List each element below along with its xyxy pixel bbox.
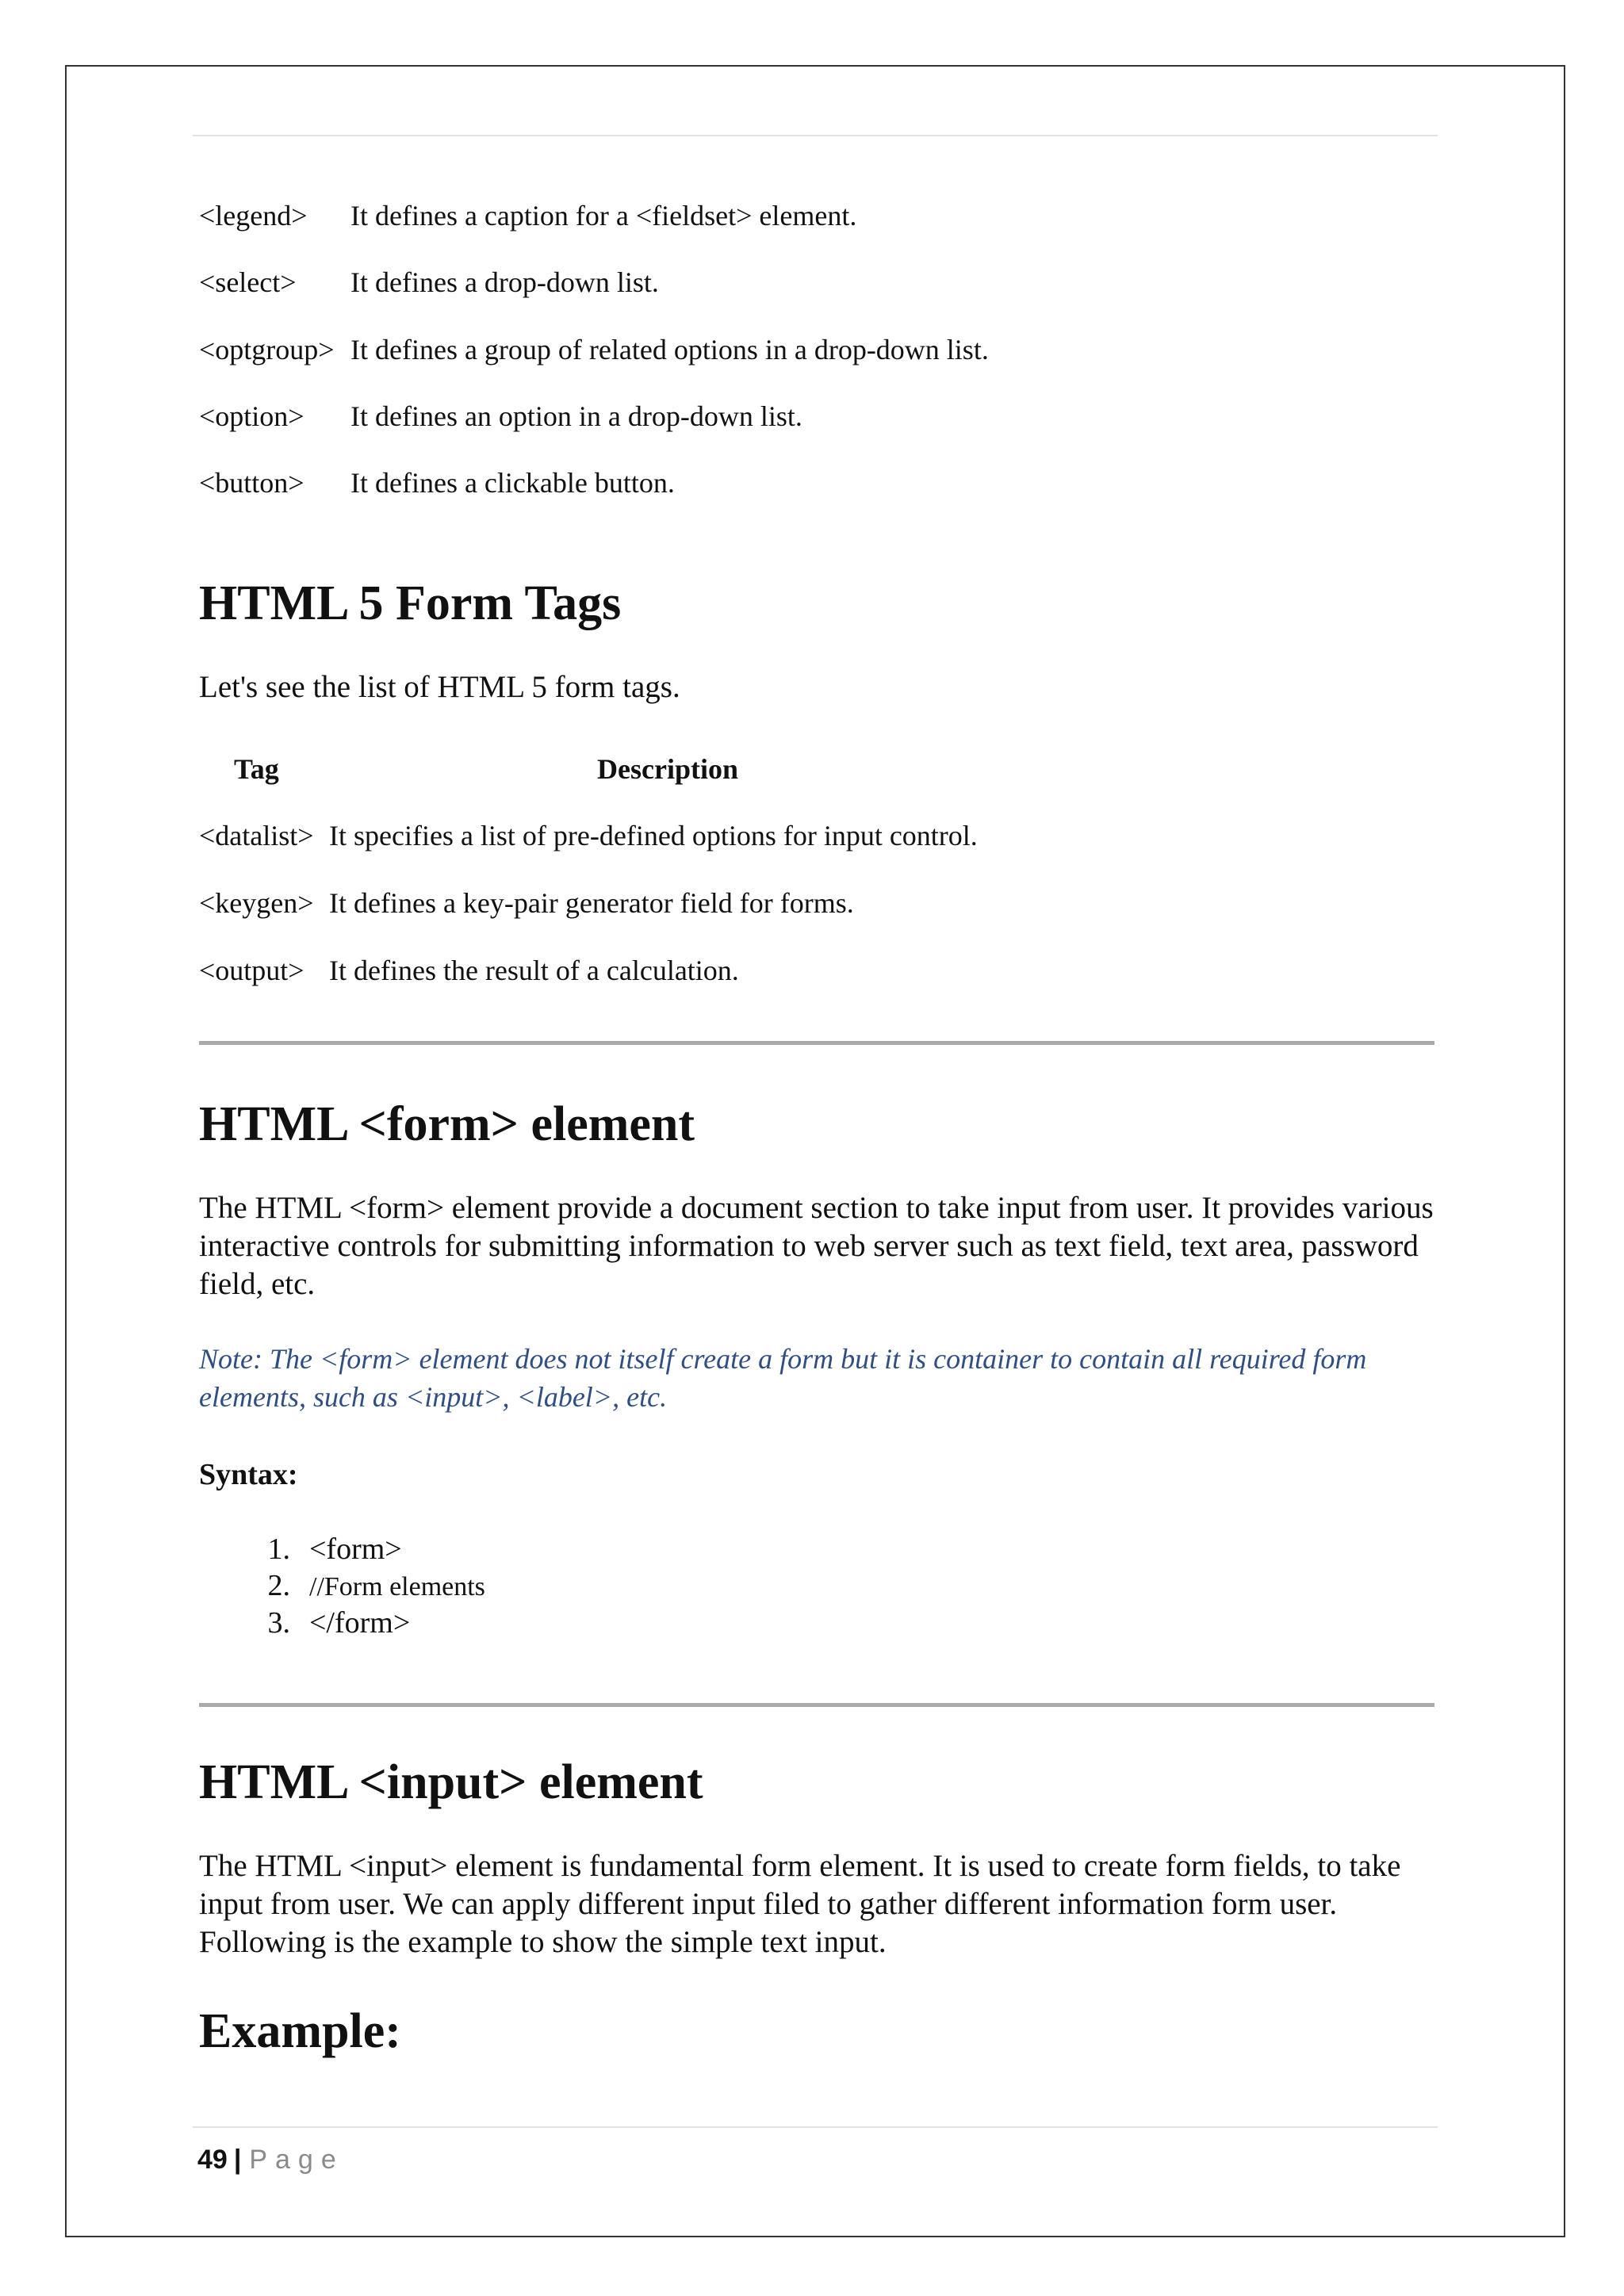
tag-name: <datalist> <box>199 820 314 851</box>
section-intro: Let's see the list of HTML 5 form tags. <box>199 670 680 704</box>
line-number: 1. <box>267 1533 290 1566</box>
form-description-paragraph: The HTML <form> element provide a document section to take input from user. It provides various interactive controls for submitting information to web server such as text field, text area, password field, etc. <box>199 1191 1434 1301</box>
tag-description: It defines an option in a drop-down list. <box>350 400 802 432</box>
tag-description: It defines a caption for a <fieldset> element. <box>350 200 857 232</box>
tag-name: <button> <box>199 467 304 499</box>
line-number: 3. <box>267 1606 290 1640</box>
code-text: <form> <box>309 1533 402 1566</box>
tag-row <box>199 886 854 920</box>
tag-name: <legend> <box>199 200 308 232</box>
tag-row <box>199 198 857 233</box>
tag-row <box>199 953 739 988</box>
page-word: Page <box>249 2145 344 2175</box>
section-divider <box>199 1703 1434 1707</box>
tag-description: It defines the result of a calculation. <box>329 955 739 986</box>
column-header-description: Description <box>597 753 738 785</box>
tag-row <box>199 465 675 500</box>
tag-row <box>199 332 989 367</box>
form-note: Note: The <form> element does not itself create a form but it is container to contain all required form elements, such as <input>, <label>, etc. <box>199 1343 1367 1413</box>
section-heading-html5-form-tags: HTML 5 Form Tags <box>199 576 622 630</box>
footer-separator: | <box>233 2145 242 2175</box>
tag-description: It defines a clickable button. <box>350 467 675 499</box>
page-footer <box>197 2142 344 2177</box>
code-line <box>238 1604 410 1648</box>
syntax-label: Syntax: <box>199 1458 298 1491</box>
tag-row <box>199 399 802 434</box>
page-number: 49 <box>197 2145 228 2175</box>
tag-name: <option> <box>199 400 304 432</box>
section-heading-input-element: HTML <input> element <box>199 1755 703 1809</box>
column-header-tag: Tag <box>234 753 279 785</box>
tag-row <box>199 265 659 300</box>
header-rule <box>193 135 1438 136</box>
tag-name: <optgroup> <box>199 334 335 365</box>
tag-description: It defines a key-pair generator field for forms. <box>329 887 854 919</box>
tag-name: <select> <box>199 266 297 298</box>
footer-rule <box>193 2126 1438 2128</box>
section-divider <box>199 1041 1434 1045</box>
tag-name: <keygen> <box>199 887 314 919</box>
input-description-paragraph: The HTML <input> element is fundamental form element. It is used to create form fields, to take input from user. We can apply different input filed to gather different information form user. Following is the example to show the simple text input. <box>199 1849 1401 1959</box>
code-text: </form> <box>309 1606 411 1640</box>
tag-row <box>199 818 978 853</box>
code-text: //Form elements <box>309 1572 485 1601</box>
example-heading: Example: <box>199 2004 401 2058</box>
tag-description: It specifies a list of pre-defined options for input control. <box>329 820 978 851</box>
line-number: 2. <box>267 1569 290 1602</box>
tag-description: It defines a group of related options in a drop-down list. <box>350 334 989 365</box>
section-heading-form-element: HTML <form> element <box>199 1097 695 1151</box>
tag-description: It defines a drop-down list. <box>350 266 659 298</box>
tag-name: <output> <box>199 955 304 986</box>
